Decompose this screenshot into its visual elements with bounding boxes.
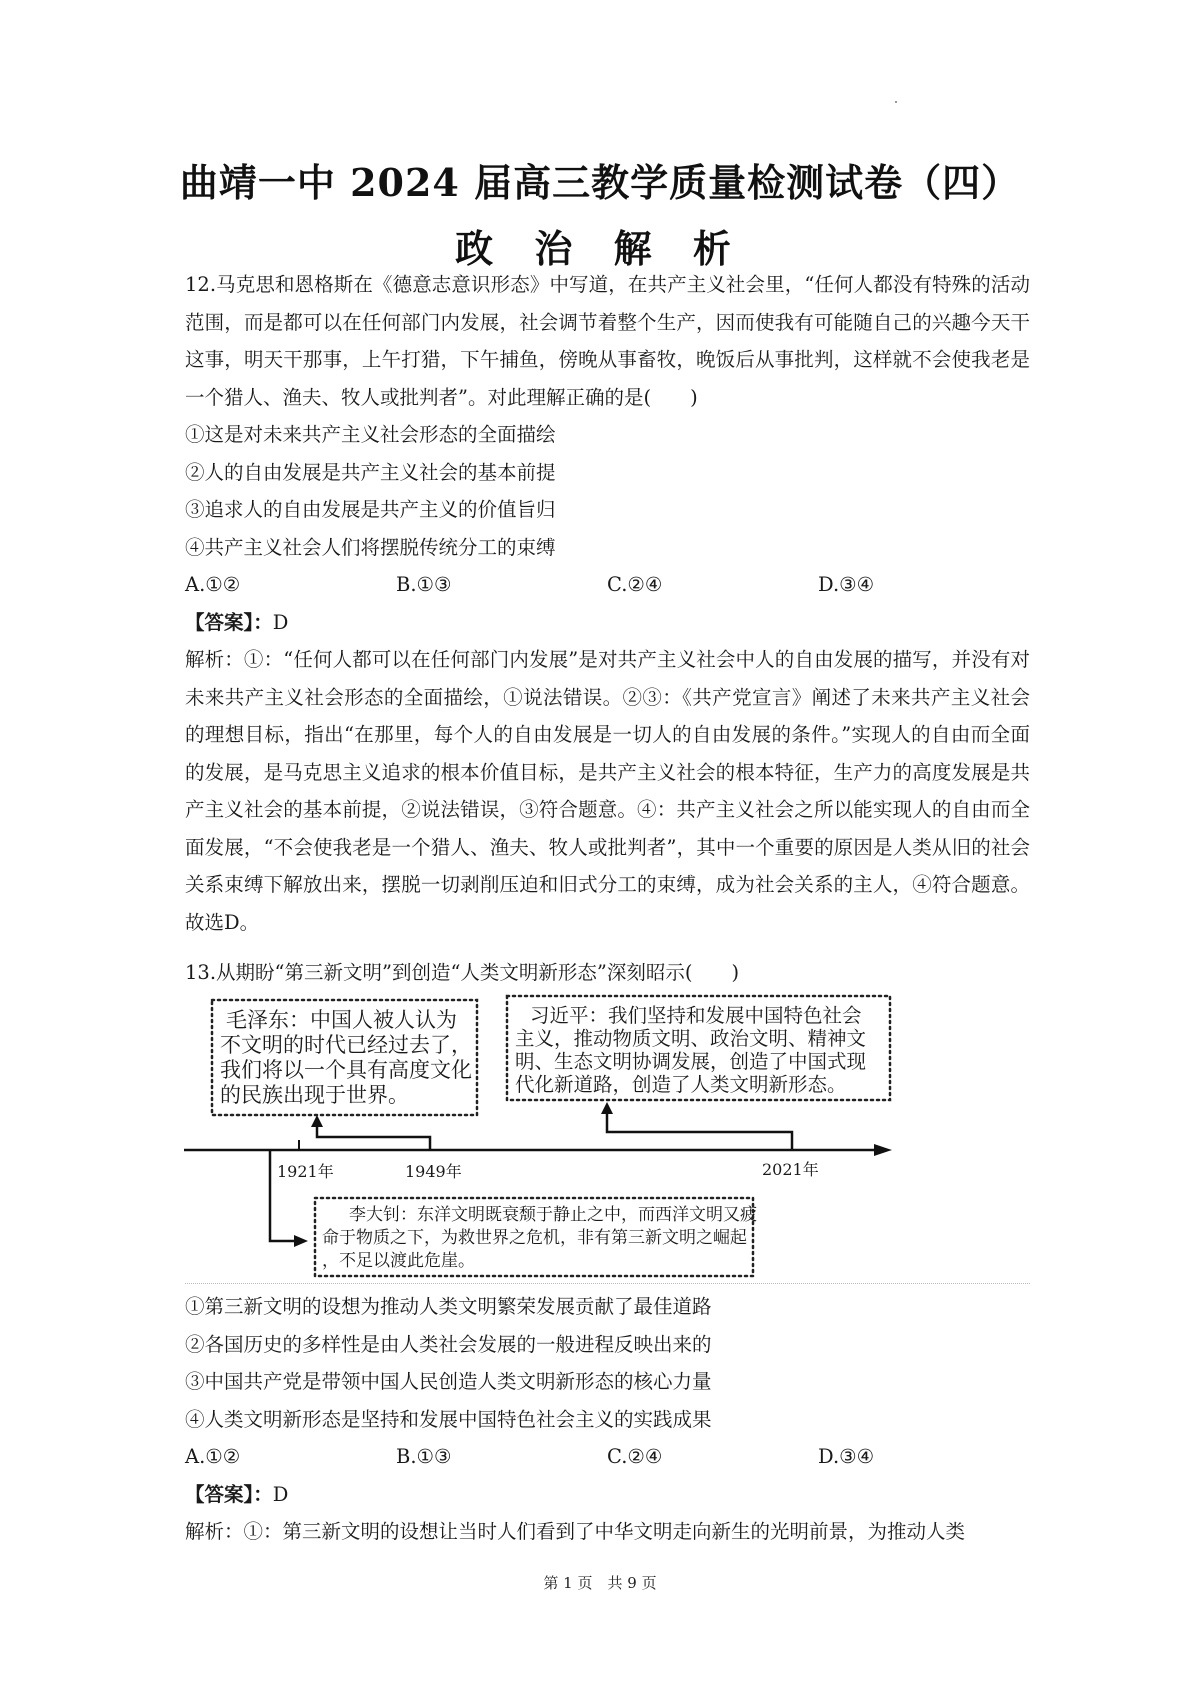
page-footer: 第 1 页 共 9 页: [543, 1574, 657, 1592]
arrow-1921-head: [294, 1235, 308, 1247]
xi-line-2: 主义，推动物质文明、政治文明、精神文: [515, 1027, 867, 1050]
page-title: 曲靖一中 2024 届高三教学质量检测试卷（四）: [179, 160, 1021, 205]
statement-4: ④人类文明新形态是坚持和发展中国特色社会主义的实践成果: [185, 1407, 712, 1431]
choice-d: D.③④: [818, 573, 875, 596]
choice-c: C.②④: [607, 1445, 663, 1468]
choice-a: A.①②: [185, 573, 241, 596]
xi-line-1: 习近平：我们坚持和发展中国特色社会: [530, 1004, 862, 1027]
statement-1: ①这是对未来共产主义社会形态的全面描绘: [185, 423, 556, 446]
choice-b: B.①③: [396, 1445, 452, 1468]
mao-line-4: 的民族出现于世界。: [220, 1083, 409, 1107]
mao-line-3: 我们将以一个具有高度文化: [220, 1058, 472, 1082]
page-subtitle: 政 治 解 析: [455, 226, 745, 271]
answer-line: [185, 604, 1030, 642]
answer-line: [185, 1476, 1030, 1514]
answer-label: 【答案】：: [185, 1482, 273, 1506]
answer-choices: [185, 1438, 1030, 1476]
statement-1: ①第三新文明的设想为推动人类文明繁荣发展贡献了最佳道路: [185, 1295, 712, 1318]
answer-value: D: [272, 1482, 289, 1506]
statement-2: ②各国历史的多样性是由人类社会发展的一般进程反映出来的: [185, 1332, 712, 1356]
year-1949: 1949年: [405, 1162, 462, 1181]
statement-3: ③中国共产党是带领中国人民创造人类文明新形态的核心力量: [185, 1370, 712, 1393]
answer-choices: [185, 566, 1030, 604]
statement-4: ④共产主义社会人们将摆脱传统分工的束缚: [185, 535, 556, 559]
mao-line-1: 毛泽东：中国人被人认为: [226, 1008, 457, 1032]
statement-2: ②人的自由发展是共产主义社会的基本前提: [185, 460, 556, 484]
year-2021: 2021年: [762, 1160, 819, 1179]
analysis: 解析：①：第三新文明的设想让当时人们看到了中华文明走向新生的光明前景，为推动人类: [185, 1520, 966, 1543]
arrow-1949-head: [311, 1115, 323, 1127]
arrow-1949: [317, 1125, 430, 1150]
xi-line-4: 代化新道路，创造了人类文明新形态。: [515, 1073, 847, 1096]
li-line-2: 命于物质之下，为救世界之危机，非有第三新文明之崛起: [322, 1228, 747, 1248]
axis-arrowhead: [874, 1144, 892, 1156]
answer-value: D: [272, 610, 289, 634]
choice-a: A.①②: [185, 1445, 241, 1468]
mao-line-2: 不文明的时代已经过去了，: [220, 1033, 472, 1057]
choice-b: B.①③: [396, 573, 452, 596]
statement-3: ③追求人的自由发展是共产主义的价值旨归: [185, 498, 556, 521]
question-13-stem: 13.从期盼“第三新文明”到创造“人类文明新形态”深刻昭示( ): [185, 961, 740, 984]
divider: [185, 1283, 1030, 1284]
question-13: [185, 1288, 1030, 1551]
li-line-3: ，不足以渡此危崖。: [322, 1251, 475, 1271]
timeline-figure: [182, 985, 902, 1285]
question-12: [185, 266, 1030, 941]
answer-label: 【答案】：: [185, 610, 273, 634]
arrow-2021: [607, 1112, 792, 1150]
choice-d: D.③④: [818, 1445, 875, 1468]
arrow-2021-head: [601, 1102, 613, 1114]
li-line-1: 李大钊：东洋文明既衰颓于静止之中，而西洋文明又疲: [349, 1205, 757, 1225]
scan-speck: [895, 101, 897, 103]
question-stem: 12.马克思和恩格斯在《德意志意识形态》中写道，在共产主义社会里，“任何人都没有特殊的活动范围，而是都可以在任何部门内发展，社会调节着整个生产，因而使我有可能随自己的兴趣今天干这事，明天干那事，上午打猎，下午捕鱼，傍晚从事畜牧，晚饭后从事批判，这样就不会使我老是一个猎人、渔夫、牧人或批判者”。对此理解正确的是( ): [185, 273, 1030, 409]
xi-line-3: 明、生态文明协调发展，创造了中国式现: [515, 1050, 867, 1073]
choice-c: C.②④: [607, 573, 663, 596]
year-1921: 1921年: [277, 1162, 334, 1181]
analysis: 解析：①：“任何人都可以在任何部门内发展”是对共产主义社会中人的自由发展的描写，并没有对未来共产主义社会形态的全面描绘，①说法错误。②③：《共产党宣言》阐述了未来共产主义社会的理想目标，指出“在那里，每个人的自由发展是一切人的自由发展的条件。”实现人的自由而全面的发展，是马克思主义追求的根本价值目标，是共产主义社会的根本特征，生产力的高度发展是共产主义社会的基本前提，②说法错误，③符合题意。④：共产主义社会之所以能实现人的自由而全面发展，“不会使我老是一个猎人、渔夫、牧人或批判者”，其中一个重要的原因是人类从旧的社会关系束缚下解放出来，摆脱一切剥削压迫和旧式分工的束缚，成为社会关系的主人，④符合题意。故选D。: [185, 648, 1030, 934]
